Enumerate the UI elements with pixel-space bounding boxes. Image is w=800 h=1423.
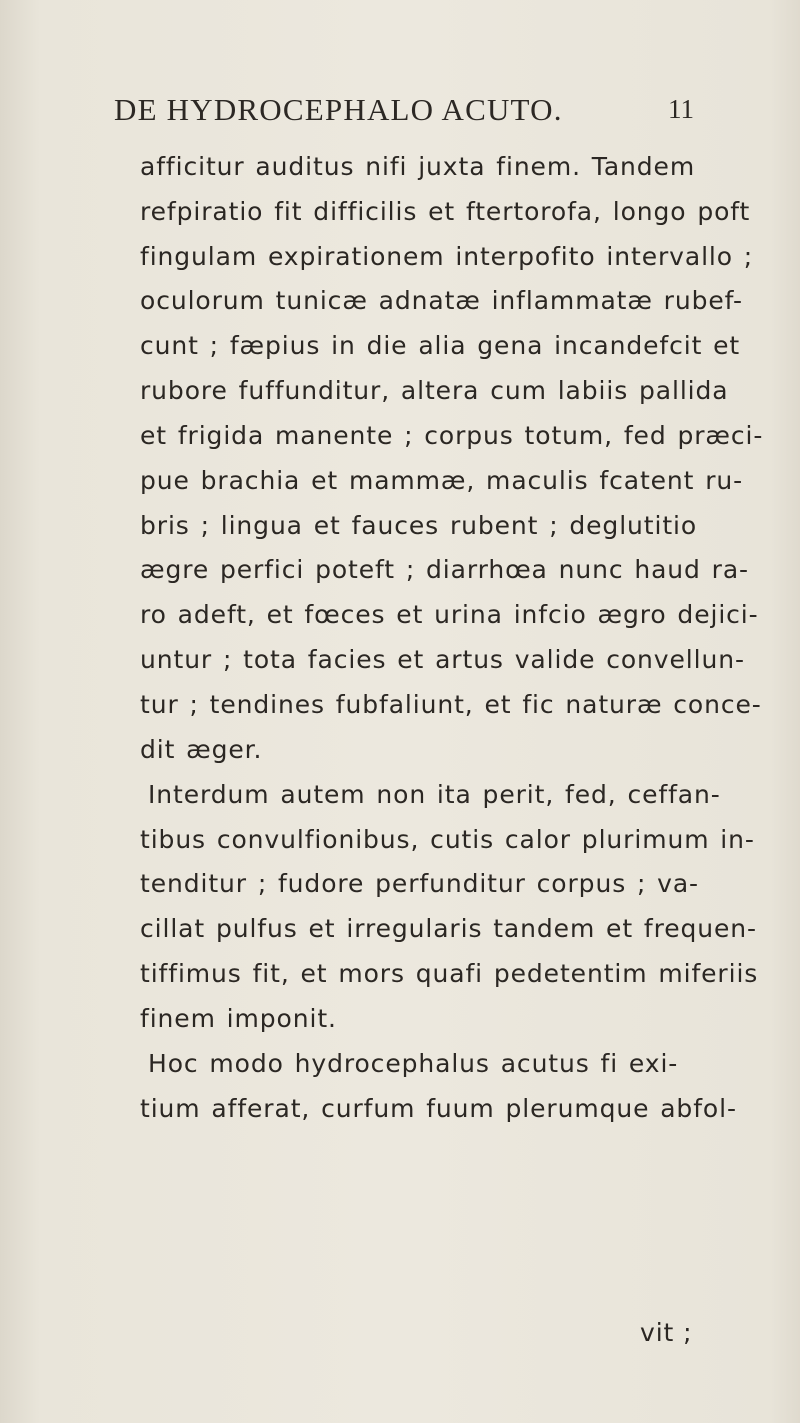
text-line: tiffimus fit, et mors quafi pedetentim miferiis: [140, 959, 759, 988]
text-line: pue brachia et mammæ, maculis fcatent ru-: [140, 466, 744, 495]
text-line: cunt ; fæpius in die alia gena incandefcit et: [140, 331, 741, 360]
text-line: ro adeft, et fœces et urina infcio ægro dejici-: [140, 600, 759, 629]
text-line: rubore fuffunditur, altera cum labiis pallida: [140, 376, 729, 405]
text-line: Hoc modo hydrocephalus acutus fi exi-: [148, 1049, 679, 1078]
running-title: DE HYDROCEPHALO ACUTO.: [114, 92, 563, 127]
text-line: et frigida manente ; corpus totum, fed præci-: [140, 421, 764, 450]
text-line: tenditur ; fudore perfunditur corpus ; va-: [140, 869, 699, 898]
text-line: cillat pulfus et irregularis tandem et frequen-: [140, 914, 757, 943]
text-line: bris ; lingua et fauces rubent ; deglutitio: [140, 511, 698, 540]
text-line: untur ; tota facies et artus valide convellun-: [140, 645, 745, 674]
text-line: refpiratio fit difficilis et ftertorofa, longo poft: [140, 197, 751, 226]
page-number: 11: [668, 94, 694, 124]
text-line: tur ; tendines fubfaliunt, et fic naturæ conce-: [140, 690, 762, 719]
text-line: afficitur auditus nifi juxta finem. Tandem: [140, 152, 696, 181]
text-line: finem imponit.: [140, 1004, 337, 1033]
text-line: Interdum autem non ita perit, fed, ceffan-: [148, 780, 721, 809]
text-line: tibus convulfionibus, cutis calor plurimum in-: [140, 825, 755, 854]
text-line: fingulam expirationem interpofito intervallo ;: [140, 242, 754, 271]
catchword: vit ;: [640, 1318, 693, 1347]
text-line: ægre perfici poteft ; diarrhœa nunc haud ra-: [140, 555, 749, 584]
text-line: dit æger.: [140, 735, 263, 764]
text-line: tium afferat, curfum fuum plerumque abfol-: [140, 1094, 737, 1123]
text-line: oculorum tunicæ adnatæ inflammatæ rubef-: [140, 286, 743, 315]
